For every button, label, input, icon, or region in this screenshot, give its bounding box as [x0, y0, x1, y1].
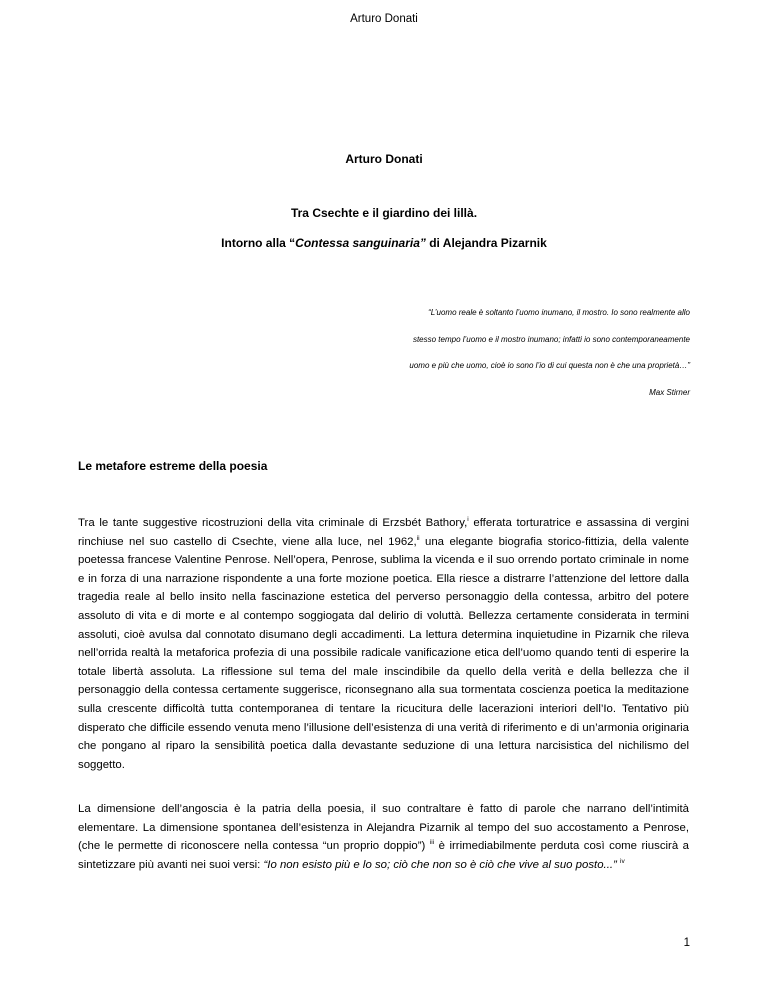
epigraph-line: stesso tempo l’uomo e il mostro inumano; infatti io sono contemporaneamente	[412, 334, 690, 344]
paragraph-text: è irrimediabilmente perduta così come riuscirà a sintetizzare più avanti nei suoi versi:	[78, 840, 689, 871]
body-paragraph	[78, 514, 689, 774]
document-subtitle	[0, 236, 768, 250]
footnote-marker[interactable]: iii	[429, 839, 435, 847]
subtitle-work-title: Contessa sanguinaria”	[295, 236, 426, 250]
subtitle-suffix: di Alejandra Pizarnik	[425, 236, 547, 250]
epigraph-attribution: Max Stirner	[649, 387, 690, 397]
subtitle-prefix: Intorno alla “	[221, 236, 296, 250]
verse-quotation: “Io non esisto più e lo so; ciò che non so è ciò che vive al suo posto...”	[263, 858, 617, 871]
document-title: Tra Csechte e il giardino dei lillà.	[290, 206, 478, 220]
epigraph-line: “L’uomo reale è soltanto l’uomo inumano, il mostro. Io sono realmente allo	[428, 308, 690, 317]
paragraph-text: una elegante biografia storico-fittizia, della valente poetessa francese Valentine Penrose. Nell’opera, Penrose, sublima la vicenda e il suo orrendo portato criminale in nome e in forza di una narrazione rispondente a una forte mozione poetica. Ella riesce a distrarre l’attenzione del lettore dalla tragedia reale al bello insito nella fascinazione estetica del perverso personaggio della contessa, arbitro del potere assoluto di vita e di morte e al contempo soggiogata dal delirio di voluttà. Bellezza certamente considerata in termini assoluti, cioè avulsa dal connotato disumano degli accadimenti. La lettura determina inquietudine in Pizarnik che rileva nell’orrida realtà la metaforica profezia di una possibile radicale vanificazione etica dell’uomo quando tenti di esperire la totale libertà assoluta. La riflessione sul tema del male inscindibile da quello della verità e della bellezza che il personaggio della contessa certamente suggerisce, riconsegnano alla sua tormentata coscienza poetica la meditazione sulla crescente difficoltà tutta contemporanea di tentare la ricucitura delle lacerazioni interiori dell’Io. Tentativo più disperato che difficile essendo venuta meno l’illusione dell’esistenza di una verità di riferimento e di un’armonia originaria che pongano al riparo la sensibilità poetica dalla devastante seduzione di una lettura narcisistica del nichilismo del soggetto.	[78, 535, 689, 771]
paragraph-text: Tra le tante suggestive ricostruzioni della vita criminale di Erzsbét Bathory,	[78, 517, 468, 529]
footnote-marker[interactable]: ii	[416, 534, 420, 542]
paragraph-text: efferata torturatrice e assassina di vergini rinchiuse nel suo castello di Csechte, viene alla luce, nel 1962,	[78, 517, 689, 548]
epigraph	[270, 300, 690, 406]
footnote-marker[interactable]: i	[467, 516, 469, 524]
paragraph-text: La dimensione dell’angoscia è la patria della poesia, il suo contraltare è fatto di parole che narrano dell’intimità elementare. La dimensione spontanea dell’esistenza in Alejandra Pizarnik al tempo del suo accostamento a Penrose, (che le permette di riconoscere nella contessa “un proprio doppio”)	[78, 803, 689, 853]
author-name: Arturo Donati	[345, 152, 423, 166]
page-number: 1	[683, 937, 690, 949]
running-header: Arturo Donati	[350, 13, 418, 25]
epigraph-line: uomo e più che uomo, cioè io sono l’io di cui questa non è che una proprietà…”	[409, 361, 690, 370]
footnote-marker[interactable]: iv	[620, 857, 625, 865]
body-paragraph	[78, 800, 689, 874]
section-heading: Le metafore estreme della poesia	[78, 459, 268, 473]
